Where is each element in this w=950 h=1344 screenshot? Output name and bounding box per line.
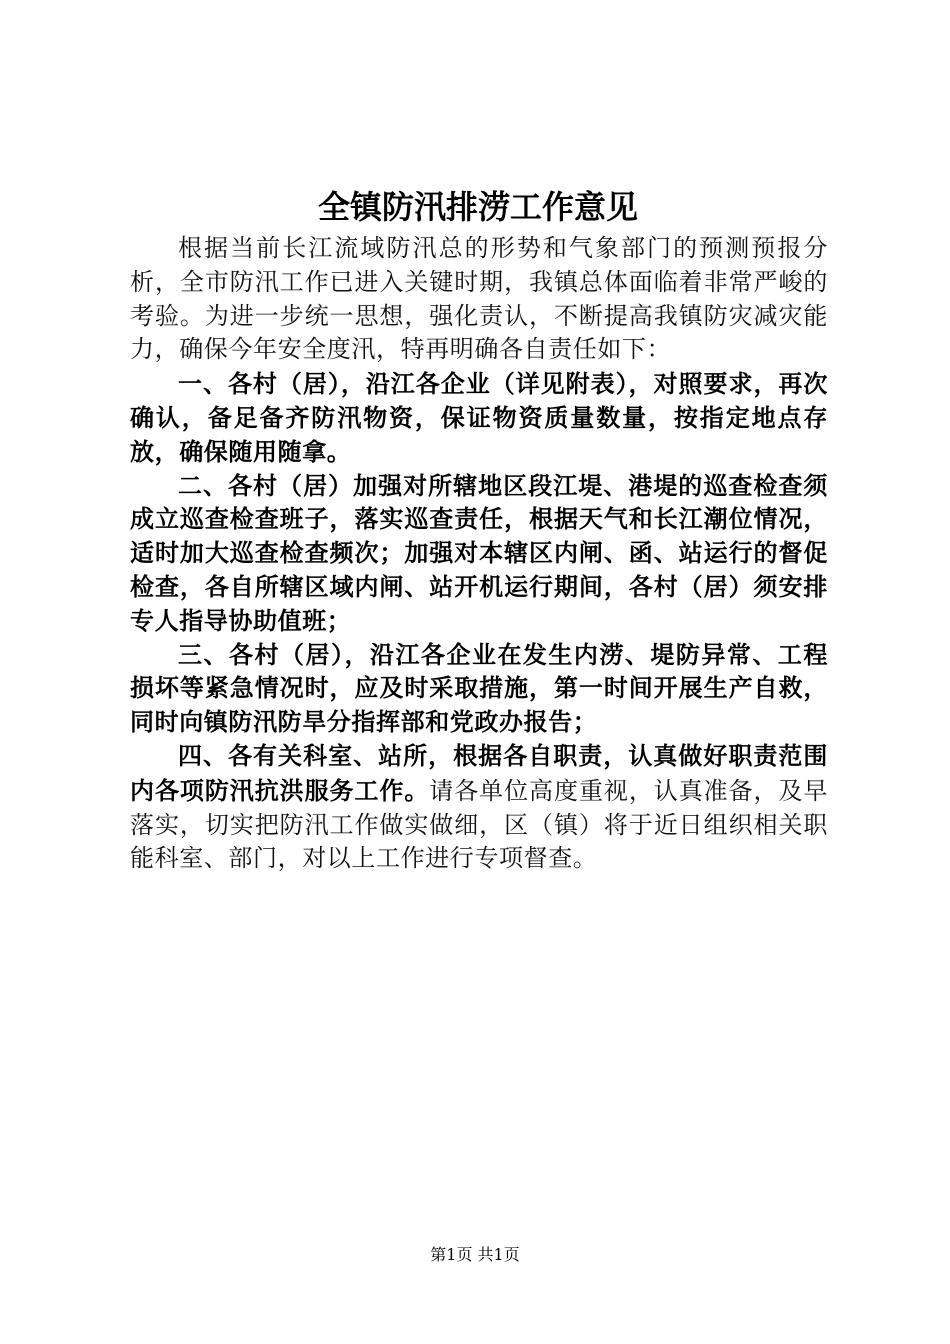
intro-paragraph: 根据当前长江流域防汛总的形势和气象部门的预测预报分析，全市防汛工作已进入关键时期，我镇总体面临着非常严峻的考验。为进一步统一思想，强化责认，不断提高我镇防灾减灾能力，确保今年安全度汛，特再明确各自责任如下： bbox=[130, 234, 828, 364]
page-number-footer: 第1页 共1页 bbox=[430, 1245, 520, 1264]
item-4-paragraph bbox=[130, 739, 828, 876]
item-4-regular-text: 请各单位高度重视，认真准备，及早落实，切实把防汛工作做实做细，区（镇）将于近日组织相关职能科室、部门，对以上工作进行专项督查。 bbox=[130, 776, 828, 873]
document-body bbox=[130, 232, 828, 876]
item-4-bold-text: 四、各有关科室、站所，根据各自职责，认真做好职责范围内各项防汛抗洪服务工作。 bbox=[130, 740, 828, 805]
item-2-paragraph: 二、各村（居）加强对所辖地区段江堤、港堤的巡查检查须成立巡查检查班子，落实巡查责任，根据天气和长江潮位情况，适时加大巡查检查频次；加强对本辖区内闸、函、站运行的督促检查，各自所辖区域内闸、站开机运行期间，各村（居）须安排专人指导协助值班； bbox=[130, 470, 828, 635]
document-title: 全镇防汛排涝工作意见 bbox=[317, 188, 638, 226]
item-3-paragraph: 三、各村（居），沿江各企业在发生内涝、堤防异常、工程损坏等紧急情况时，应及时采取措施，第一时间开展生产自救，同时向镇防汛防旱分指挥部和党政办报告； bbox=[130, 639, 828, 737]
item-1-paragraph: 一、各村（居），沿江各企业（详见附表），对照要求，再次确认，备足备齐防汛物资，保证物资质量数量，按指定地点存放，确保随用随拿。 bbox=[130, 369, 828, 466]
